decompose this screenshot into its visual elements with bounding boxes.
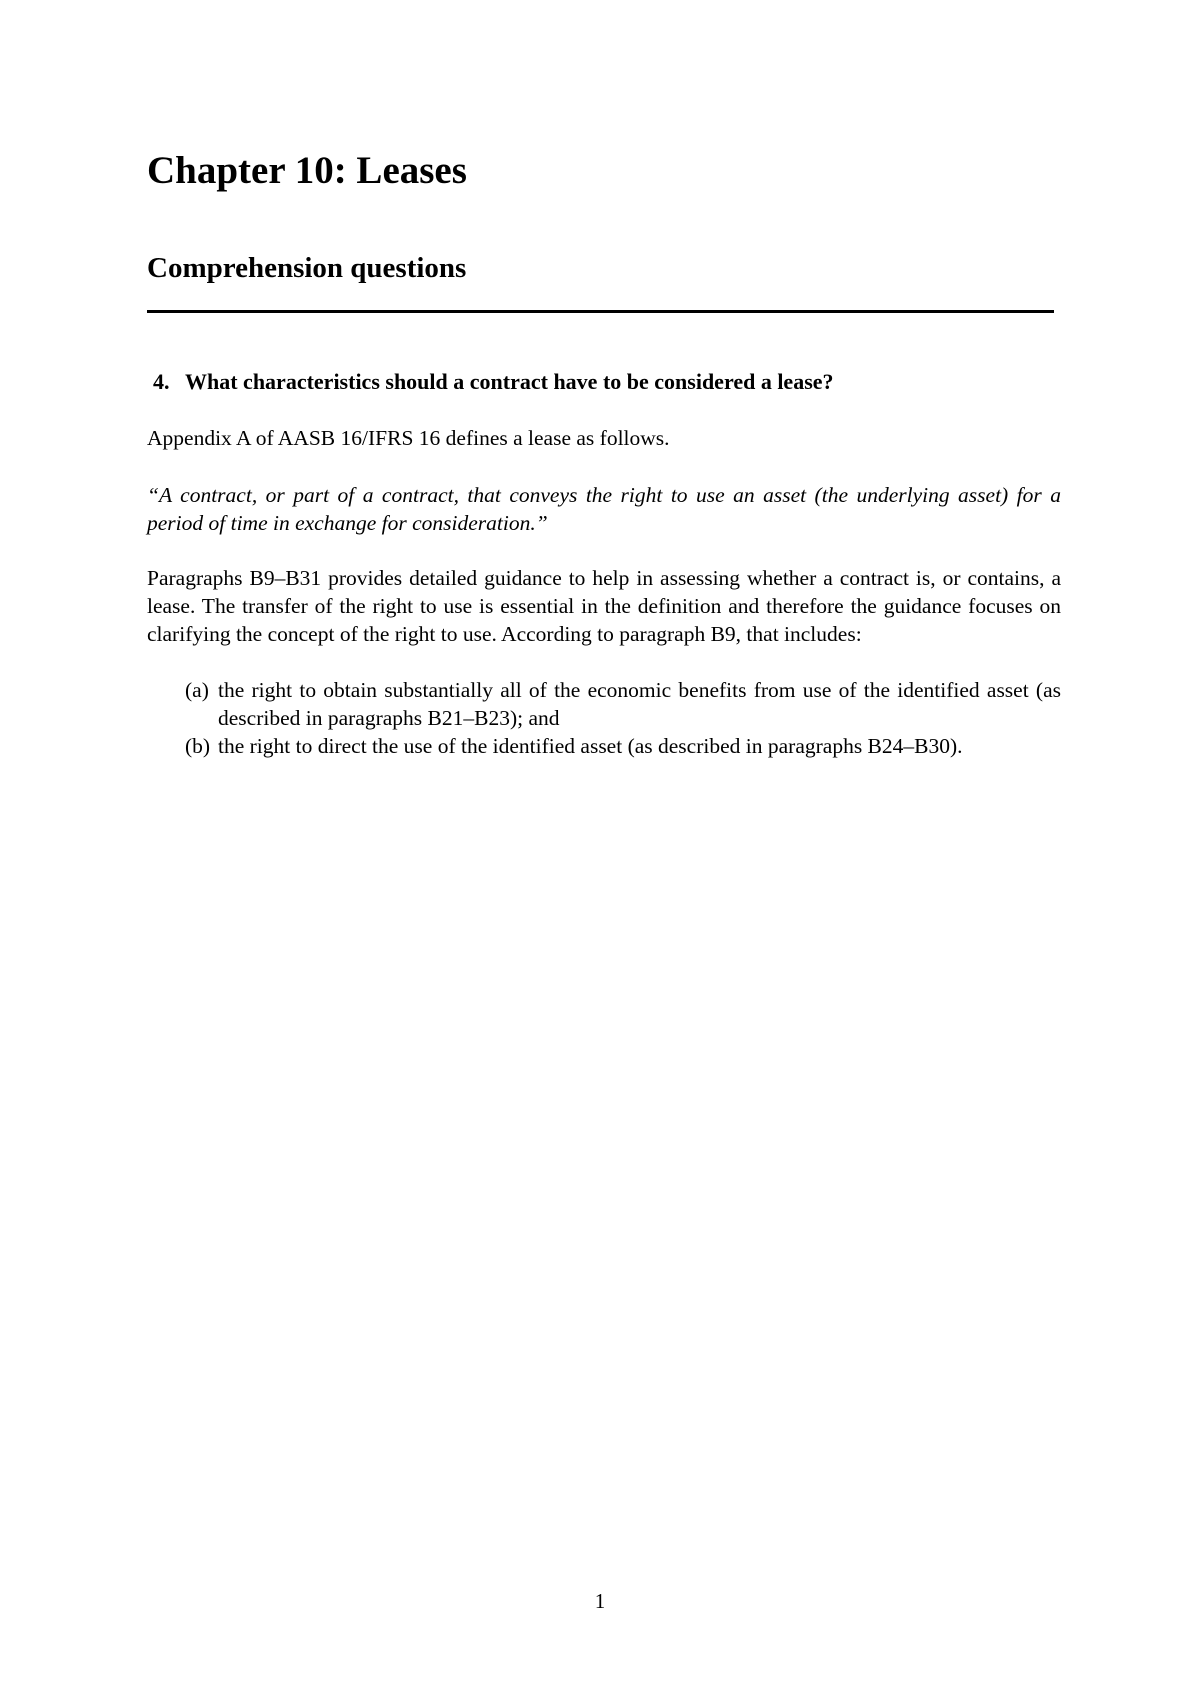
- list-marker: (a): [185, 678, 209, 702]
- list-item-text: the right to direct the use of the identified asset (as described in paragraphs B24–B30).: [218, 734, 963, 758]
- criteria-list: [185, 676, 1061, 760]
- list-item: [185, 732, 1061, 760]
- section-title: Comprehension questions: [147, 252, 467, 284]
- intro-paragraph: Appendix A of AASB 16/IFRS 16 defines a lease as follows.: [147, 426, 670, 450]
- chapter-title: Chapter 10: Leases: [147, 149, 467, 192]
- guidance-paragraph: Paragraphs B9–B31 provides detailed guidance to help in assessing whether a contract is, or contains, a lease. The transfer of the right to use is essential in the definition and therefore the guidance focuses on clarifying the concept of the right to use. According to paragraph B9, that includes:: [147, 566, 1061, 646]
- list-marker: (b): [185, 734, 211, 758]
- question-number: 4.: [153, 369, 170, 394]
- definition-quote: “A contract, or part of a contract, that conveys the right to use an asset (the underlying asset) for a period of time in exchange for consideration.”: [147, 483, 1061, 535]
- question-text: What characteristics should a contract have to be considered a lease?: [185, 369, 834, 394]
- section-divider: [147, 310, 1054, 313]
- list-item-text: the right to obtain substantially all of the economic benefits from use of the identified asset (as described in paragraphs B21–B23); and: [218, 678, 1061, 730]
- list-item: [185, 676, 1061, 732]
- question-heading: [153, 368, 1053, 396]
- page-number: 1: [594, 1589, 606, 1613]
